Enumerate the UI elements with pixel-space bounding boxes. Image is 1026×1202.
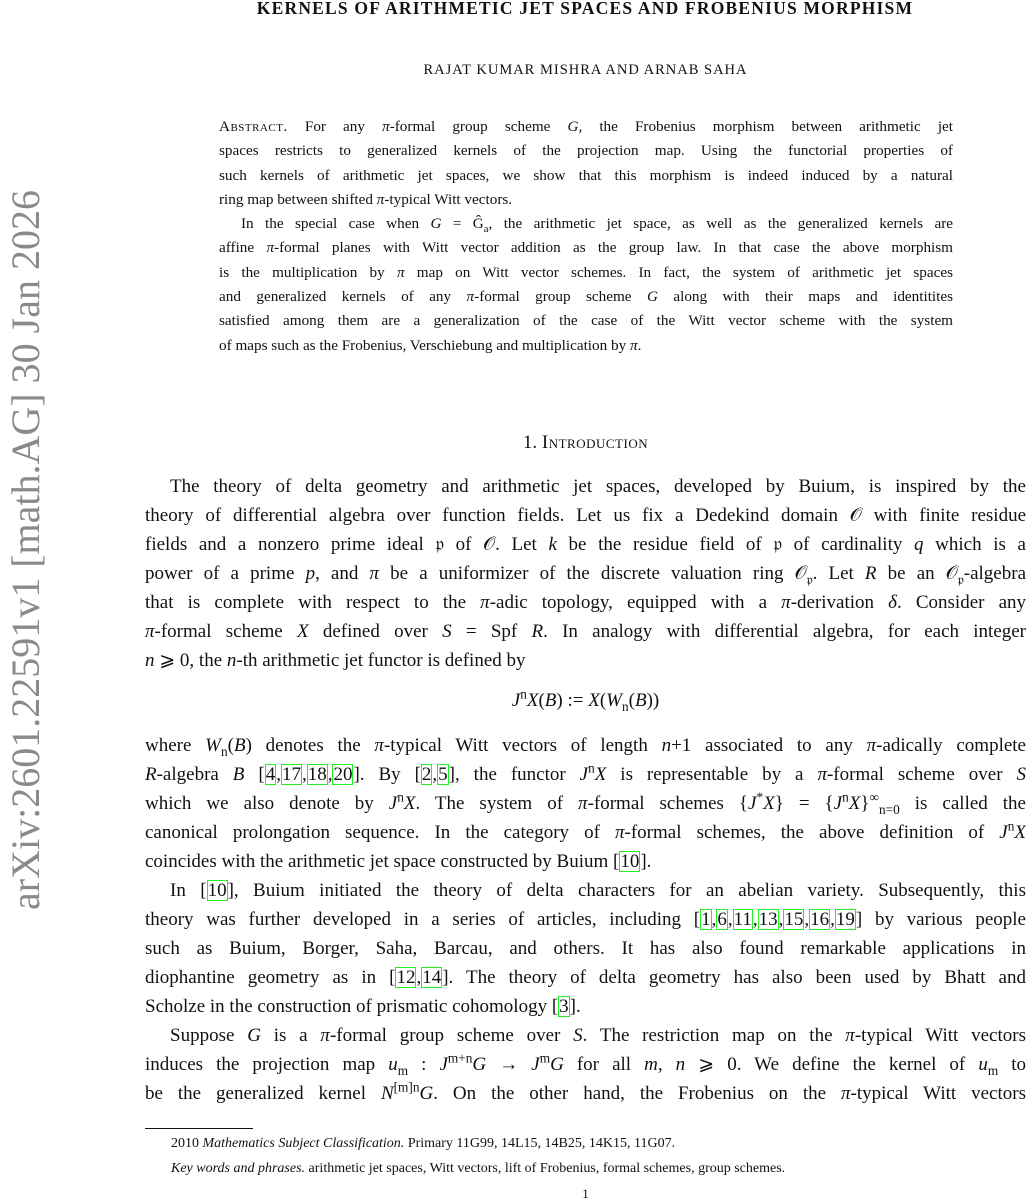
math-symbol: X [1014, 822, 1026, 843]
text-run: , [327, 764, 333, 785]
superscript: ∞ [869, 789, 879, 805]
abstract-label: Abstract. [219, 118, 288, 135]
math-symbol: J [748, 793, 757, 814]
text-line [219, 188, 953, 212]
text-line [219, 285, 953, 309]
text-run: -adically complete [876, 735, 1026, 756]
text-run: induces the projection map [145, 1054, 389, 1075]
text-run: ⩾ 0, the [154, 650, 227, 671]
math-symbol: B [233, 735, 246, 756]
math-symbol: p [305, 563, 316, 584]
math-symbol: u [388, 1054, 398, 1075]
text-run: Suppose [170, 1025, 248, 1046]
text-run: -formal planes with Witt vector addition as the group law. In that case the above morphism [274, 239, 953, 257]
text-line [145, 472, 1026, 501]
citation-link[interactable]: 10 [207, 880, 227, 901]
text-run: -algebra [963, 563, 1026, 584]
math-symbol: B [544, 690, 557, 711]
text-run: ⩾ 0. We define the kernel of [685, 1054, 979, 1075]
text-run: where [145, 735, 206, 756]
text-run: -formal group scheme [474, 288, 647, 306]
math-symbol: π [629, 336, 638, 354]
text-run: be the residue field of 𝔭 of cardinality [556, 534, 915, 555]
text-run: , [830, 909, 835, 930]
text-line [219, 212, 953, 236]
text-run: along with their maps and identitites [657, 288, 954, 306]
subscript: n [221, 743, 228, 759]
text-run: For any [287, 118, 383, 135]
text-run: In [ [170, 880, 207, 901]
text-line [145, 789, 1026, 818]
superscript: * [756, 789, 764, 805]
text-run: such kernels of arithmetic jet spaces, we show that this morphism is indeed induced by a natural [219, 166, 953, 184]
text-run: satisfied among them are a generalization of the case of the Witt vector scheme with the system [219, 312, 953, 330]
text-line [219, 334, 953, 358]
text-run: , [301, 764, 307, 785]
math-symbol: J [531, 1054, 540, 1075]
text-line [145, 847, 1026, 876]
math-symbol: X [403, 793, 416, 814]
math-symbol: R [531, 621, 544, 642]
math-symbol: X [296, 621, 309, 642]
text-run: -typical Witt vectors. [384, 190, 513, 208]
text-run: , [727, 909, 733, 930]
math-symbol: R [145, 764, 157, 785]
text-line [145, 992, 1026, 1021]
text-run: be an 𝒪 [876, 563, 958, 584]
text-run: , the Frobenius morphism between arithmetic jet [578, 118, 954, 135]
citation-link[interactable]: 4 [265, 764, 276, 785]
text-run: )) [646, 690, 660, 711]
math-symbol: G [472, 1054, 487, 1075]
subscript: m [397, 1062, 409, 1078]
math-symbol: π [369, 563, 380, 584]
subscript: a [483, 224, 489, 236]
text-run: and generalized kernels of any [219, 288, 467, 306]
text-run: for all [563, 1054, 645, 1075]
text-run: ]. [569, 996, 581, 1017]
abstract [219, 115, 953, 358]
math-symbol: G [550, 1054, 564, 1075]
text-run: = Spf [451, 621, 532, 642]
text-run: ) denotes the [245, 735, 375, 756]
math-symbol: Key words and phrases. [171, 1161, 306, 1176]
text-line [145, 963, 1026, 992]
math-symbol: W [205, 735, 221, 756]
text-line [145, 1021, 1026, 1050]
text-run: → [486, 1054, 532, 1075]
text-run: , [778, 909, 784, 930]
text-run: , [711, 909, 717, 930]
citation-link[interactable]: 14 [422, 967, 442, 988]
text-run: that is complete with respect to the [145, 592, 481, 613]
paper-title: KERNELS OF ARITHMETIC JET SPACES AND FROBENIUS MORPHISM [256, 0, 914, 18]
footnote-keywords [171, 1161, 785, 1177]
text-run: . Consider any [897, 592, 1026, 613]
text-run: -formal group scheme over [329, 1025, 574, 1046]
text-line [145, 818, 1026, 847]
footnote-msc [171, 1136, 675, 1152]
text-run: theory was further developed in a series of articles, including [ [145, 909, 701, 930]
text-run: ]. The theory of delta geometry has also been used by Bhatt and [442, 967, 1026, 988]
math-symbol: k [548, 534, 557, 555]
citation-link[interactable]: 18 [307, 764, 327, 785]
math-symbol: X [526, 690, 539, 711]
text-run: : [408, 1054, 440, 1075]
text-run: is representable by a [606, 764, 818, 785]
text-run: -derivation [790, 592, 889, 613]
text-run: -algebra [156, 764, 233, 785]
text-run: In the special case when [241, 215, 431, 233]
text-run: to [998, 1054, 1026, 1075]
math-symbol: π [817, 764, 827, 785]
math-symbol: X [588, 690, 600, 711]
text-run: . The restriction map on the [582, 1025, 846, 1046]
text-line [145, 1079, 1026, 1108]
math-symbol: J [388, 793, 398, 814]
text-run: ], the functor [448, 764, 580, 785]
math-symbol: X [763, 793, 775, 814]
text-run: -formal scheme over [826, 764, 1017, 785]
display-equation [145, 686, 1026, 714]
citation-link[interactable]: 1 [701, 909, 711, 930]
math-symbol: X [848, 793, 861, 814]
text-run: spaces restricts to generalized kernels of the projection map. Using the functorial properties of [219, 142, 953, 160]
subscript: 𝔭 [806, 571, 813, 587]
math-symbol: B [232, 764, 245, 785]
math-symbol: π [578, 793, 588, 814]
citation-link[interactable]: 6 [717, 909, 727, 930]
text-line [145, 1050, 1026, 1079]
citation-link[interactable]: 19 [835, 909, 855, 930]
text-run: fields and a nonzero prime ideal 𝔭 of 𝒪. Let [145, 534, 549, 555]
text-run: affine [219, 239, 267, 257]
text-line [145, 501, 1026, 530]
text-run: be a uniformizer of the discrete valuation ring 𝒪 [379, 563, 807, 584]
text-line [145, 559, 1026, 588]
math-symbol: π [480, 592, 490, 613]
text-run: +1 associated to any [671, 735, 867, 756]
text-run: ]. By [ [353, 764, 421, 785]
intro-paragraphs [145, 731, 1026, 1108]
math-symbol: R [864, 563, 877, 584]
text-run: -typical Witt vectors [854, 1025, 1026, 1046]
text-line [145, 760, 1026, 789]
section-number: 1. [522, 432, 538, 453]
math-symbol: π [374, 735, 384, 756]
arxiv-stamp[interactable]: arXiv:2601.22591v1 [math.AG] 30 Jan 2026 [3, 190, 48, 910]
citation-link[interactable]: 13 [758, 909, 778, 930]
citation-link[interactable]: 10 [620, 851, 640, 872]
text-run: , [416, 967, 422, 988]
text-run: ( [538, 690, 545, 711]
math-symbol: π [320, 1025, 330, 1046]
text-run: ring map between shifted [219, 190, 377, 208]
text-run: The theory of delta geometry and arithmetic jet spaces, developed by Buium, is inspired by the [170, 476, 1026, 497]
subscript: 𝔭 [957, 571, 964, 587]
math-symbol: W [606, 690, 622, 711]
math-symbol: J [579, 764, 589, 785]
text-run: ) := [556, 690, 589, 711]
math-symbol: B [634, 690, 647, 711]
text-run: , [432, 764, 438, 785]
page-number: 1 [582, 1186, 589, 1201]
math-symbol: J [439, 1054, 448, 1075]
math-symbol: J [511, 690, 521, 711]
text-run: arithmetic jet spaces, Witt vectors, lift of Frobenius, formal schemes, group schemes. [305, 1161, 786, 1176]
text-run: , [804, 909, 810, 930]
superscript: n [520, 686, 527, 702]
text-run: be the generalized kernel [145, 1083, 381, 1104]
math-symbol: π [781, 592, 791, 613]
text-run: of maps such as the Frobenius, Verschiebung and multiplication by [219, 336, 630, 354]
superscript: n [1007, 818, 1015, 834]
math-symbol: π [266, 239, 275, 257]
math-symbol: G [247, 1025, 261, 1046]
math-symbol: π [866, 735, 877, 756]
superscript: m+n [447, 1050, 473, 1066]
text-run: -typical Witt vectors [850, 1083, 1026, 1104]
text-run: . The system of [415, 793, 579, 814]
math-symbol: Mathematics Subject Classification. [202, 1136, 405, 1151]
text-line [145, 646, 1026, 675]
text-run: power of a prime [145, 563, 306, 584]
text-line [145, 588, 1026, 617]
text-line [219, 164, 953, 188]
math-symbol: π [376, 190, 385, 208]
superscript: m [539, 1050, 551, 1066]
math-symbol: π [396, 263, 405, 281]
text-run: -adic topology, equipped with a [489, 592, 782, 613]
subscript: n [621, 698, 629, 714]
text-run: . Let [812, 563, 865, 584]
text-line [145, 617, 1026, 646]
math-symbol: S [573, 1025, 583, 1046]
citation-link[interactable]: 3 [559, 996, 569, 1017]
text-run: } = { [774, 793, 834, 814]
citation-link[interactable]: 5 [438, 764, 448, 785]
text-line [219, 236, 953, 260]
text-run: . In analogy with differential algebra, for each integer [543, 621, 1026, 642]
text-run: ]. [640, 851, 652, 872]
text-run: ( [227, 735, 234, 756]
text-run: , the arithmetic jet space, as well as the generalized kernels are [488, 215, 953, 233]
math-symbol: q [914, 534, 924, 555]
text-run: ], Buium initiated the theory of delta characters for an abelian variety. Subsequently, this [227, 880, 1026, 901]
math-symbol: G [430, 215, 442, 233]
text-run: 2010 [171, 1136, 203, 1151]
math-symbol: J [999, 822, 1008, 843]
text-line [145, 530, 1026, 559]
text-run: which we also denote by [145, 793, 389, 814]
text-run: defined over [308, 621, 443, 642]
text-run: is the multiplication by [219, 263, 397, 281]
text-run: -formal scheme [154, 621, 297, 642]
text-run: ( [628, 690, 635, 711]
text-run: [ [244, 764, 265, 785]
text-run: ] by various people [855, 909, 1026, 930]
text-run: diophantine geometry as in [ [145, 967, 396, 988]
citation-link[interactable]: 2 [421, 764, 432, 785]
text-run: -formal schemes { [587, 793, 749, 814]
text-run: -th arithmetic jet functor is defined by [236, 650, 526, 671]
math-symbol: π [615, 822, 625, 843]
text-run: Scholze in the construction of prismatic cohomology [ [145, 996, 559, 1017]
text-run: is called the [899, 793, 1026, 814]
math-symbol: S [1016, 764, 1026, 785]
authors: RAJAT KUMAR MISHRA AND ARNAB SAHA [423, 62, 748, 78]
text-run: = Ĝ [441, 215, 484, 233]
citation-link[interactable]: 12 [396, 967, 416, 988]
citation-link[interactable]: 16 [810, 909, 830, 930]
text-line [145, 905, 1026, 934]
math-symbol: n [661, 735, 672, 756]
math-symbol: X [594, 764, 607, 785]
math-symbol: n [226, 650, 237, 671]
math-symbol: n [145, 650, 155, 671]
math-symbol: N [380, 1083, 394, 1104]
math-symbol: π [841, 1083, 851, 1104]
text-line [219, 309, 953, 333]
text-run: theory of differential algebra over function fields. Let us fix a Dedekind domain 𝒪 with finite residue [145, 505, 1026, 526]
text-line [219, 115, 953, 139]
citation-link[interactable]: 20 [333, 764, 353, 785]
math-symbol: u [978, 1054, 988, 1075]
text-run: , [752, 909, 758, 930]
math-symbol: G [419, 1083, 434, 1104]
text-run: coincides with the arithmetic jet space constructed by Buium [ [145, 851, 620, 872]
text-run: , [276, 764, 281, 785]
footnote-rule [145, 1128, 253, 1129]
citation-link[interactable]: 15 [784, 909, 804, 930]
text-run: which is a [923, 534, 1026, 555]
math-symbol: G [567, 118, 579, 135]
text-run: -formal group scheme [389, 118, 568, 135]
math-symbol: J [833, 793, 843, 814]
math-symbol: G [646, 288, 658, 306]
text-run: map on Witt vector schemes. In fact, the system of arithmetic jet spaces [404, 263, 953, 281]
superscript: [m]n [393, 1079, 420, 1095]
text-run: , and [315, 563, 370, 584]
superscript: n [397, 789, 404, 805]
math-symbol: π [382, 118, 390, 135]
text-run: ( [599, 690, 607, 711]
section-title: Introduction [541, 432, 649, 453]
text-line [145, 934, 1026, 963]
citation-link[interactable]: 11 [733, 909, 752, 930]
text-line [145, 876, 1026, 905]
text-run: -typical Witt vectors of length [383, 735, 662, 756]
math-symbol: π [466, 288, 475, 306]
text-run: such as Buium, Borger, Saha, Barcau, and others. It has also found remarkable applications in [145, 938, 1026, 959]
subscript: n=0 [878, 801, 900, 817]
text-run: } [860, 793, 870, 814]
math-symbol: π [845, 1025, 855, 1046]
subscript: m [987, 1062, 999, 1078]
math-symbol: π [145, 621, 155, 642]
text-run: canonical prolongation sequence. In the category of [145, 822, 615, 843]
math-symbol: S [442, 621, 452, 642]
text-run: . [637, 336, 642, 354]
text-run: -formal schemes, the above definition of [624, 822, 1000, 843]
text-run: Primary 11G99, 14L15, 14B25, 14K15, 11G07. [404, 1136, 676, 1151]
intro-paragraph-1 [145, 472, 1026, 675]
citation-link[interactable]: 17 [281, 764, 301, 785]
text-line [219, 139, 953, 163]
text-run: . On the other hand, the Frobenius on the [433, 1083, 842, 1104]
superscript: n [842, 789, 849, 805]
superscript: n [588, 760, 595, 776]
math-symbol: δ [888, 592, 897, 613]
text-line [145, 731, 1026, 760]
section-heading [145, 432, 1026, 454]
text-run: is a [260, 1025, 321, 1046]
text-line [219, 261, 953, 285]
math-symbol: m, n [644, 1054, 686, 1075]
